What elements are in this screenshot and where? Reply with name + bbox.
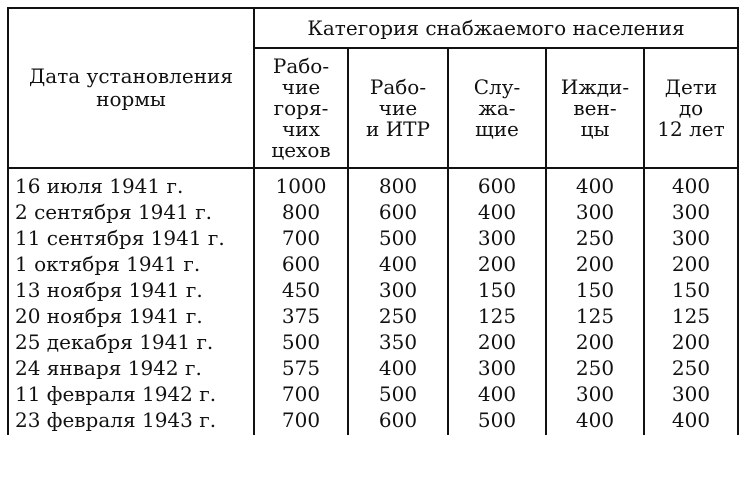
cell-employees: 400 (448, 381, 546, 407)
table-row (8, 225, 738, 251)
row-date: 23 февраля 1943 г. (8, 407, 254, 435)
cell-dependents: 400 (546, 168, 644, 199)
table-row (8, 329, 738, 355)
ration-norms-table (7, 7, 739, 435)
cell-employees: 150 (448, 277, 546, 303)
column-header-employees: Слу- жа- щие (448, 48, 546, 168)
cell-children: 400 (644, 407, 738, 435)
cell-employees: 500 (448, 407, 546, 435)
cell-dependents: 125 (546, 303, 644, 329)
row-date: 11 сентября 1941 г. (8, 225, 254, 251)
table-row (8, 168, 738, 199)
row-date: 25 декабря 1941 г. (8, 329, 254, 355)
cell-children: 150 (644, 277, 738, 303)
row-date: 2 сентября 1941 г. (8, 199, 254, 225)
population-category-header: Категория снабжаемого населения (254, 8, 738, 48)
cell-workers-itr: 350 (348, 329, 448, 355)
cell-workers-itr: 500 (348, 381, 448, 407)
cell-workers-itr: 300 (348, 277, 448, 303)
cell-employees: 600 (448, 168, 546, 199)
table-row (8, 381, 738, 407)
cell-dependents: 300 (546, 381, 644, 407)
date-column-header: Дата установления нормы (8, 8, 254, 168)
cell-employees: 200 (448, 329, 546, 355)
cell-workers-itr: 600 (348, 407, 448, 435)
row-date: 1 октября 1941 г. (8, 251, 254, 277)
table-row (8, 407, 738, 435)
cell-dependents: 300 (546, 199, 644, 225)
cell-hot-shop-workers: 450 (254, 277, 348, 303)
cell-hot-shop-workers: 700 (254, 225, 348, 251)
row-date: 24 января 1942 г. (8, 355, 254, 381)
table-body (8, 168, 738, 435)
cell-hot-shop-workers: 1000 (254, 168, 348, 199)
cell-children: 125 (644, 303, 738, 329)
cell-dependents: 200 (546, 251, 644, 277)
cell-hot-shop-workers: 700 (254, 381, 348, 407)
cell-children: 200 (644, 251, 738, 277)
cell-children: 250 (644, 355, 738, 381)
row-date: 13 ноября 1941 г. (8, 277, 254, 303)
cell-children: 200 (644, 329, 738, 355)
cell-workers-itr: 400 (348, 355, 448, 381)
cell-dependents: 250 (546, 225, 644, 251)
cell-workers-itr: 400 (348, 251, 448, 277)
cell-hot-shop-workers: 700 (254, 407, 348, 435)
cell-dependents: 250 (546, 355, 644, 381)
cell-dependents: 400 (546, 407, 644, 435)
cell-children: 300 (644, 381, 738, 407)
column-header-dependents: Ижди- вен- цы (546, 48, 644, 168)
cell-hot-shop-workers: 500 (254, 329, 348, 355)
cell-employees: 200 (448, 251, 546, 277)
cell-children: 300 (644, 199, 738, 225)
cell-hot-shop-workers: 600 (254, 251, 348, 277)
cell-dependents: 200 (546, 329, 644, 355)
table-row (8, 199, 738, 225)
cell-workers-itr: 500 (348, 225, 448, 251)
cell-workers-itr: 800 (348, 168, 448, 199)
cell-children: 400 (644, 168, 738, 199)
cell-employees: 125 (448, 303, 546, 329)
cell-employees: 300 (448, 225, 546, 251)
table-row (8, 355, 738, 381)
table-row (8, 303, 738, 329)
column-header-workers-itr: Рабо- чие и ИТР (348, 48, 448, 168)
column-header-hot-shop-workers: Рабо- чие горя- чих цехов (254, 48, 348, 168)
table-row (8, 277, 738, 303)
cell-workers-itr: 600 (348, 199, 448, 225)
row-date: 20 ноября 1941 г. (8, 303, 254, 329)
cell-hot-shop-workers: 800 (254, 199, 348, 225)
row-date: 11 февраля 1942 г. (8, 381, 254, 407)
row-date: 16 июля 1941 г. (8, 168, 254, 199)
column-header-children: Дети до 12 лет (644, 48, 738, 168)
cell-children: 300 (644, 225, 738, 251)
cell-workers-itr: 250 (348, 303, 448, 329)
cell-dependents: 150 (546, 277, 644, 303)
table-row (8, 251, 738, 277)
ration-table-container (7, 7, 739, 435)
cell-employees: 300 (448, 355, 546, 381)
cell-hot-shop-workers: 575 (254, 355, 348, 381)
cell-hot-shop-workers: 375 (254, 303, 348, 329)
cell-employees: 400 (448, 199, 546, 225)
